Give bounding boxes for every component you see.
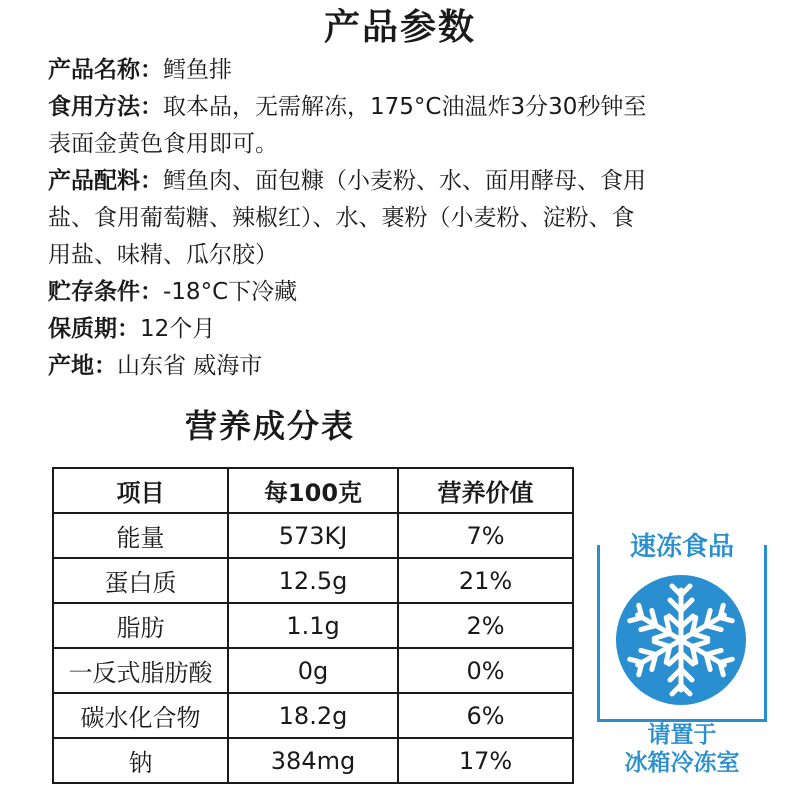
spec-ingredients-cont: 用盐、味精、瓜尔胶）: [48, 242, 278, 268]
nutrient-amount: 0g: [228, 648, 398, 693]
nutrient-amount: 18.2g: [228, 693, 398, 738]
nutrient-name: 脂肪: [53, 603, 228, 648]
spec-shelf-life: 保质期：12个月: [48, 316, 216, 342]
nutrient-nrv: 2%: [398, 603, 573, 648]
table-row: [53, 558, 573, 603]
nutrient-name: 钠: [53, 738, 228, 783]
header-item: 项目: [53, 468, 228, 513]
table-row: [53, 603, 573, 648]
spec-ingredients: 产品配料：鳕鱼肉、面包糠（小麦粉、水、面用酵母、食用: [48, 168, 646, 194]
table-row: [53, 738, 573, 783]
badge-label-bottom: 请置于 冰箱冷冻室: [624, 722, 740, 776]
nutrient-amount: 384mg: [228, 738, 398, 783]
nutrient-nrv: 0%: [398, 648, 573, 693]
nutrient-name: 一反式脂肪酸: [53, 648, 228, 693]
header-per100g: 每100克: [228, 468, 398, 513]
table-row: [53, 648, 573, 693]
nutrient-amount: 573KJ: [228, 513, 398, 558]
table-row: [53, 513, 573, 558]
nutrient-amount: 1.1g: [228, 603, 398, 648]
nutrient-nrv: 7%: [398, 513, 573, 558]
nutrient-name: 蛋白质: [53, 558, 228, 603]
nutrition-title: 营养成分表: [184, 407, 355, 445]
nutrient-nrv: 6%: [398, 693, 573, 738]
spec-name: 产品名称：鳕鱼排: [48, 57, 232, 83]
nutrient-nrv: 21%: [398, 558, 573, 603]
nutrient-name: 碳水化合物: [53, 693, 228, 738]
spec-storage: 贮存条件：-18°C下冷藏: [48, 279, 298, 305]
frozen-food-badge: [597, 531, 765, 783]
spec-usage: 食用方法：取本品，无需解冻，175°C油温炸3分30秒钟至: [48, 94, 647, 120]
table-header-row: [53, 468, 573, 513]
table-row: [53, 693, 573, 738]
product-spec-list: [48, 52, 768, 385]
nutrient-name: 能量: [53, 513, 228, 558]
nutrient-amount: 12.5g: [228, 558, 398, 603]
badge-label-top: 速冻食品: [597, 531, 767, 563]
nutrition-table: [52, 467, 574, 784]
spec-ingredients-cont: 盐、食用葡萄糖、辣椒红）、水、裹粉（小麦粉、淀粉、食: [48, 205, 635, 231]
spec-origin: 产地：山东省 威海市: [48, 353, 263, 379]
spec-usage-cont: 表面金黄色食用即可。: [48, 131, 278, 157]
page-title: 产品参数: [323, 7, 476, 48]
nutrient-nrv: 17%: [398, 738, 573, 783]
snowflake-icon: [616, 575, 746, 705]
header-nrv: 营养价值: [398, 468, 573, 513]
